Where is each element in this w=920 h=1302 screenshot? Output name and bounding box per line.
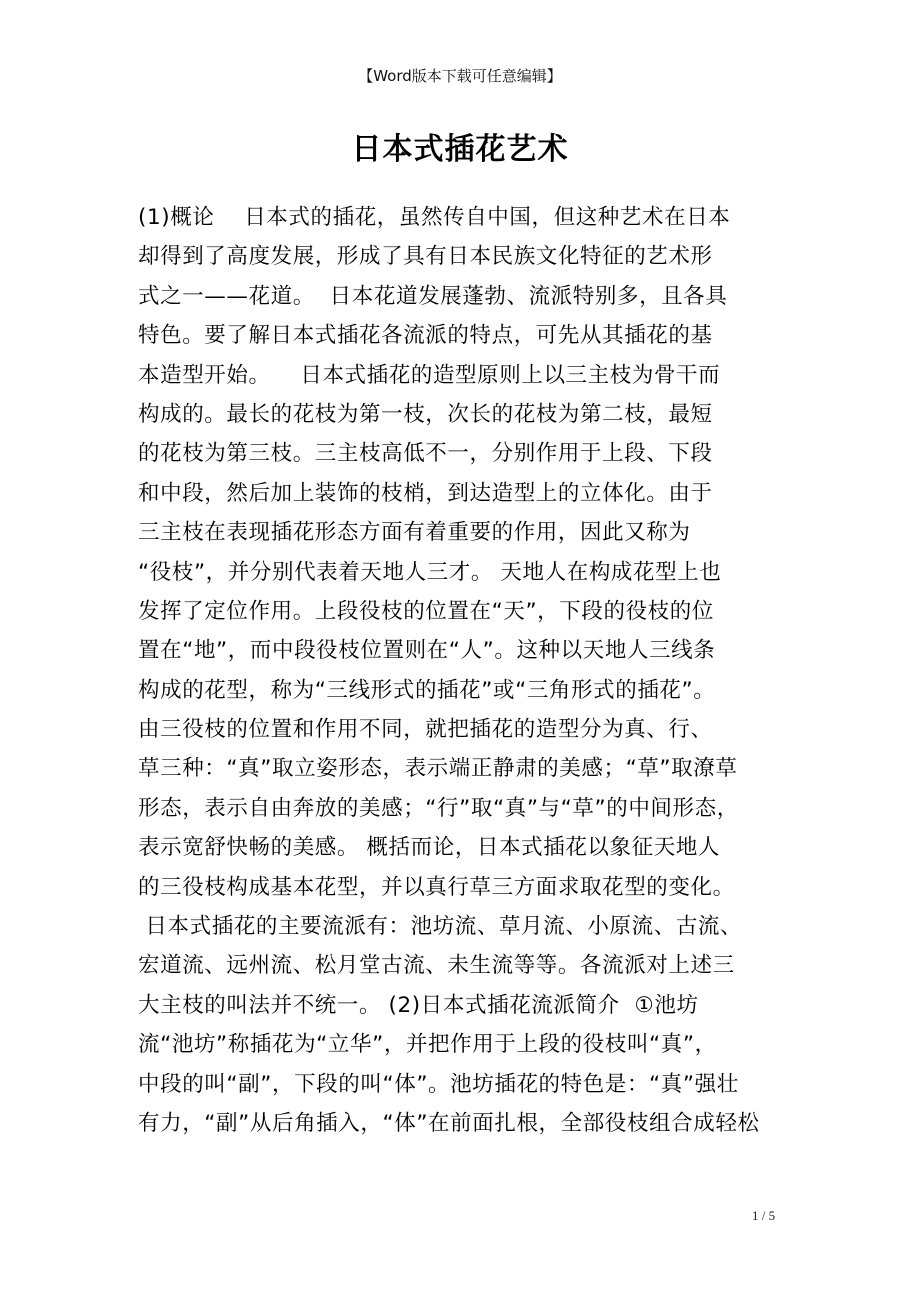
body-line: 特色。要了解日本式插花各流派的特点，可先从其插花的基 [138, 323, 713, 349]
body-line: 日本式插花的主要流派有：池坊流、草月流、小原流、古流、 [138, 914, 743, 940]
body-line: 构成的。最长的花枝为第一枝，次长的花枝为第二枝，最短 [138, 401, 713, 427]
body-line: 中段的叫“副”，下段的叫“体”。池坊插花的特色是：“真”强壮 [138, 1071, 739, 1097]
body-line: 本造型开始。 日本式插花的造型原则上以三主枝为骨干而 [138, 362, 721, 388]
body-line: 宏道流、远州流、松月堂古流、未生流等等。各流派对上述三 [138, 953, 735, 979]
document-body [138, 198, 798, 1143]
body-line: 表示宽舒快畅的美感。 概括而论，日本式插花以象征天地人 [138, 835, 721, 861]
body-line: 却得到了高度发展，形成了具有日本民族文化特征的艺术形 [138, 244, 713, 270]
body-line: 三主枝在表现插花形态方面有着重要的作用，因此又称为 [138, 520, 691, 546]
body-line: 流“池坊”称插花为“立华”，并把作用于上段的役枝叫“真”， [138, 1032, 717, 1058]
body-line: 式之一——花道。 日本花道发展蓬勃、流派特别多，且各具 [138, 283, 728, 309]
body-line: 形态，表示自由奔放的美感；“行”取“真”与“草”的中间形态， [138, 795, 739, 821]
body-line: 的花枝为第三枝。三主枝高低不一，分别作用于上段、下段 [138, 441, 713, 467]
body-line: 发挥了定位作用。上段役枝的位置在“天”，下段的役枝的位 [138, 598, 714, 624]
body-line: 大主枝的叫法并不统一。 (2)日本式插花流派简介 ①池坊 [138, 992, 699, 1018]
download-banner: 【Word版本下载可任意编辑】 [358, 67, 562, 85]
body-line: 草三种：“真”取立姿形态，表示端正静肃的美感；“草”取潦草 [138, 756, 738, 782]
body-line: 由三役枝的位置和作用不同，就把插花的造型分为真、行、 [138, 717, 713, 743]
body-line: (1)概论 日本式的插花，虽然传自中国，但这种艺术在日本 [138, 205, 731, 230]
body-line: “役枝”，并分别代表着天地人三才。 天地人在构成花型上也 [138, 559, 722, 585]
page-number: 1 / 5 [752, 1208, 776, 1223]
document-title: 日本式插花艺术 [351, 132, 569, 167]
body-line: 置在“地”，而中段役枝位置则在“人”。这种以天地人三线条 [138, 638, 716, 664]
body-line: 构成的花型，称为“三线形式的插花”或“三角形式的插花”。 [138, 677, 716, 703]
body-line: 有力，“副”从后角插入，“体”在前面扎根，全部役枝组合成轻松 [138, 1110, 760, 1136]
body-line: 的三役枝构成基本花型，并以真行草三方面求取花型的变化。 [138, 874, 735, 900]
body-line: 和中段，然后加上装饰的枝梢，到达造型上的立体化。由于 [138, 480, 713, 506]
